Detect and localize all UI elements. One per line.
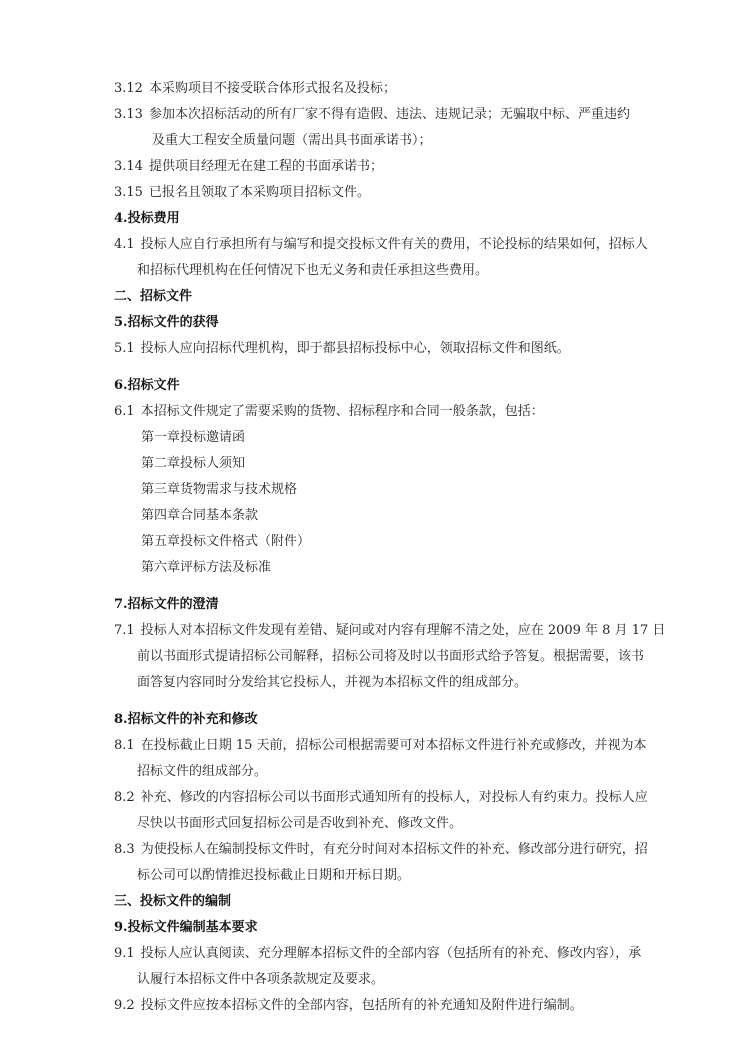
clause-paragraph — [114, 336, 640, 362]
clause-paragraph — [114, 618, 666, 696]
text-line: 和招标代理机构在任何情况下也无义务和责任承担这些费用。 — [137, 263, 489, 278]
clause-number: 8.1 — [114, 738, 135, 753]
text-line: 前以书面形式提请招标公司解释，招标公司将及时以书面形式给予答复。根据需要，该书 — [137, 649, 645, 664]
clause-text: 投标人对本招标文件发现有差错、疑问或对内容有理解不清之处，应在 2009 年 8 月 17 日 — [140, 623, 666, 638]
clause-number: 3.14 — [114, 159, 143, 174]
text-line: 第三章货物需求与技术规格 — [141, 482, 298, 497]
text-line: 9.投标文件编制基本要求 — [114, 920, 258, 935]
clause-text: 参加本次招标活动的所有厂家不得有造假、违法、违规记录；无骗取中标、严重违约 — [148, 107, 630, 122]
chapter-list-item — [114, 425, 640, 451]
clause-number: 3.12 — [114, 81, 143, 96]
clause-paragraph — [114, 941, 640, 993]
clause-number: 3.15 — [114, 185, 143, 200]
text-line: 三、投标文件的编制 — [114, 894, 232, 909]
clause-number: 5.1 — [114, 341, 135, 356]
text-line — [114, 837, 648, 863]
clause-text: 投标人应自行承担所有与编写和提交投标文件有关的费用，不论投标的结果如何，招标人 — [140, 237, 648, 252]
clause-number: 7.1 — [114, 623, 135, 638]
clause-text: 提供项目经理无在建工程的书面承诺书； — [148, 159, 383, 174]
chapter-list-item — [114, 503, 640, 529]
text-line: 第二章投标人须知 — [141, 456, 246, 471]
text-line — [114, 993, 640, 1019]
text-line — [114, 154, 640, 180]
clause-number: 4.1 — [114, 237, 135, 252]
text-line: 二、招标文件 — [114, 289, 193, 304]
text-line: 7.招标文件的澄清 — [114, 597, 219, 612]
text-line: 第一章投标邀请函 — [141, 430, 246, 445]
text-line: 4.投标费用 — [114, 211, 180, 226]
clause-paragraph — [114, 399, 640, 425]
clause-number: 9.1 — [114, 946, 135, 961]
text-line — [114, 180, 640, 206]
text-line: 第四章合同基本条款 — [141, 508, 259, 523]
text-line — [114, 76, 640, 102]
clause-number: 6.1 — [114, 404, 135, 419]
clause-paragraph — [114, 993, 640, 1019]
text-line — [114, 102, 640, 128]
clause-text: 投标人应向招标代理机构，即于都县招标投标中心，领取招标文件和图纸。 — [140, 341, 570, 356]
text-line — [114, 336, 640, 362]
clause-paragraph — [114, 837, 648, 889]
clause-number: 8.3 — [114, 842, 135, 857]
section-heading — [114, 592, 640, 618]
chapter-list-item — [114, 477, 640, 503]
clause-number: 3.13 — [114, 107, 143, 122]
document-content — [114, 76, 666, 1019]
text-line: 6.招标文件 — [114, 378, 180, 393]
clause-paragraph — [114, 154, 640, 180]
section-heading — [114, 889, 640, 915]
clause-text: 投标文件应按本招标文件的全部内容，包括所有的补充通知及附件进行编制。 — [140, 998, 583, 1013]
text-line — [114, 941, 640, 967]
chapter-list-item — [114, 529, 640, 555]
clause-paragraph — [114, 180, 640, 206]
text-line: 5.招标文件的获得 — [114, 315, 219, 330]
section-heading — [114, 915, 640, 941]
clause-paragraph — [114, 232, 648, 284]
text-line: 标公司可以酌情推迟投标截止日期和开标日期。 — [137, 868, 411, 883]
text-line — [114, 399, 640, 425]
clause-paragraph — [114, 785, 648, 837]
clause-paragraph — [114, 76, 640, 102]
clause-text: 在投标截止日期 15 天前，招标公司根据需要可对本招标文件进行补充或修改，并视为本 — [140, 738, 647, 753]
clause-text: 本招标文件规定了需要采购的货物、招标程序和合同一般条款，包括： — [140, 404, 544, 419]
text-line: 招标文件的组成部分。 — [137, 764, 268, 779]
text-line: 认履行本招标文件中各项条款规定及要求。 — [137, 972, 385, 987]
text-line: 第六章评标方法及标准 — [141, 560, 272, 575]
text-line: 8.招标文件的补充和修改 — [114, 712, 258, 727]
text-line: 尽快以书面形式回复招标公司是否收到补充、修改文件。 — [137, 816, 463, 831]
text-line — [114, 232, 648, 258]
chapter-list-item — [114, 451, 640, 477]
clause-text: 补充、修改的内容招标公司以书面形式通知所有的投标人，对投标人有约束力。投标人应 — [140, 790, 648, 805]
text-line: 面答复内容同时分发给其它投标人，并视为本招标文件的组成部分。 — [137, 675, 528, 690]
text-line — [114, 733, 647, 759]
chapter-list-item — [114, 555, 640, 581]
text-line — [114, 618, 666, 644]
section-heading — [114, 707, 640, 733]
section-heading — [114, 373, 640, 399]
clause-paragraph — [114, 733, 647, 785]
clause-paragraph — [114, 102, 640, 154]
text-line: 及重大工程安全质量问题（需出具书面承诺书）； — [152, 133, 432, 148]
clause-text: 投标人应认真阅读、充分理解本招标文件的全部内容（包括所有的补充、修改内容），承 — [140, 946, 642, 961]
section-heading — [114, 206, 640, 232]
clause-text: 为使投标人在编制投标文件时，有充分时间对本招标文件的补充、修改部分进行研究，招 — [140, 842, 648, 857]
clause-text: 已报名且领取了本采购项目招标文件。 — [148, 185, 370, 200]
text-line: 第五章投标文件格式（附件） — [141, 534, 311, 549]
clause-number: 9.2 — [114, 998, 135, 1013]
section-heading — [114, 284, 640, 310]
section-heading — [114, 310, 640, 336]
clause-text: 本采购项目不接受联合体形式报名及投标； — [148, 81, 396, 96]
clause-number: 8.2 — [114, 790, 135, 805]
text-line — [114, 785, 648, 811]
